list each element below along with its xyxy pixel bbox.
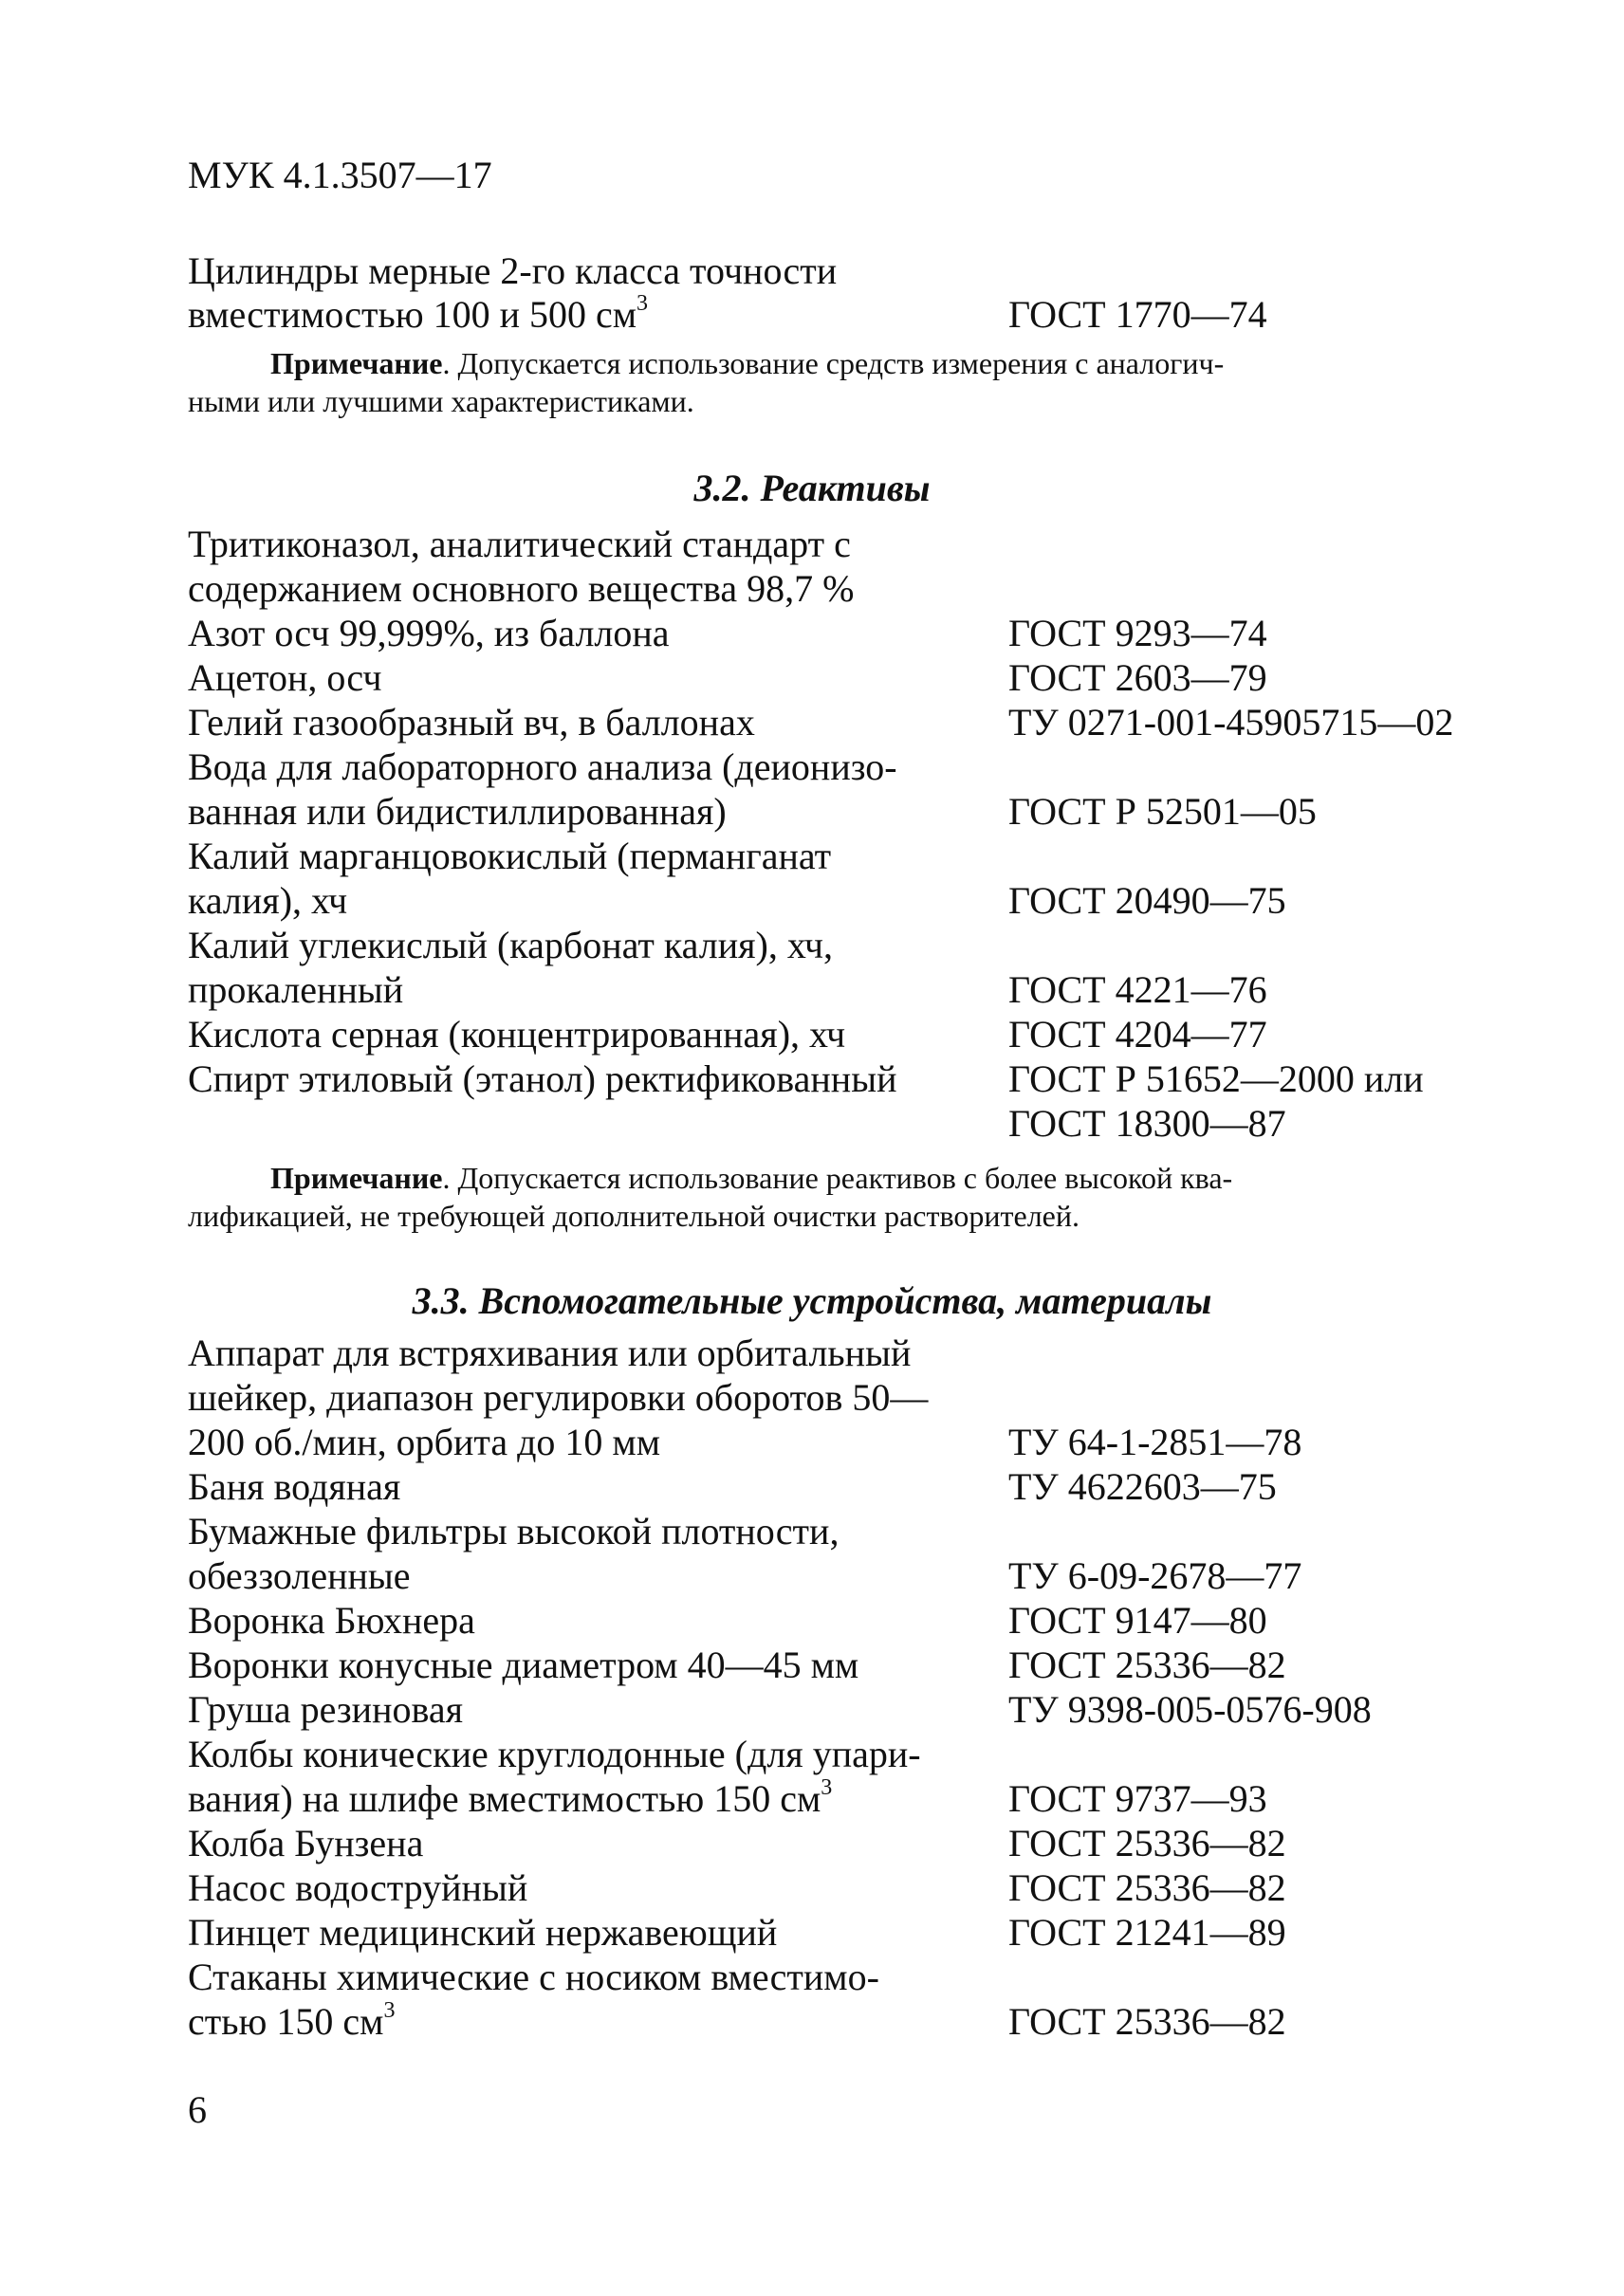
list-item: калия), хч ГОСТ 20490—75: [188, 879, 1286, 922]
list-item: Азот осч 99,999%, из баллона ГОСТ 9293—74: [188, 612, 1267, 654]
item-text: вместимостью 100 и 500 $см^3$: [188, 290, 649, 336]
list-item: Спирт этиловый (этанол) ректификованный ГОСТ Р 51652—2000 или: [188, 1057, 1424, 1100]
list-item: [188, 248, 1516, 293]
list-item: прокаленный ГОСТ 4221—76: [188, 968, 1267, 1011]
item-standard: ТУ 0271-001-45905715—02: [1008, 701, 1454, 744]
superscript: 3: [383, 1997, 396, 2023]
list-item: Стаканы химические с носиком вместимо-: [188, 1956, 879, 1998]
list-item: содержанием основного вещества 98,7 %: [188, 567, 855, 610]
item-standard: ГОСТ 18300—87: [1008, 1102, 1286, 1145]
superscript: 3: [637, 290, 649, 316]
item-standard: ГОСТ Р 52501—05: [1008, 790, 1317, 833]
list-item: Калий углекислый (карбонат калия), хч,: [188, 924, 833, 966]
list-item: Аппарат для встряхивания или орбитальный: [188, 1332, 912, 1374]
item-standard: ГОСТ 25336—82: [1008, 1822, 1286, 1864]
list-item: Пинцет медицинский нержавеющий ГОСТ 21241—89: [188, 1911, 1286, 1954]
item-standard: ГОСТ 4221—76: [1008, 968, 1267, 1011]
list-item: обеззоленные ТУ 6-09-2678—77: [188, 1554, 1302, 1597]
item-standard: ГОСТ 9737—93: [1008, 1777, 1267, 1820]
note: Примечание. Допускается использование реактивов с более высокой ква- лификацией, не требующей дополнительной очистки растворителей.: [188, 1161, 1233, 1233]
list-item: Тритиконазол, аналитический стандарт с: [188, 523, 851, 565]
list-item: [188, 1101, 1516, 1146]
item-standard: ТУ 4622603—75: [1008, 1465, 1277, 1508]
list-item: Воронка Бюхнера ГОСТ 9147—80: [188, 1599, 1267, 1642]
item-standard: ГОСТ 9147—80: [1008, 1599, 1267, 1642]
item-standard: ГОСТ 1770—74: [1008, 293, 1267, 336]
item-standard: ГОСТ 4204—77: [1008, 1013, 1267, 1056]
item-standard: ГОСТ 25336—82: [1008, 1644, 1286, 1686]
list-item: Груша резиновая ТУ 9398-005-0576-908: [188, 1688, 1372, 1731]
list-item: Бумажные фильтры высокой плотности,: [188, 1510, 840, 1552]
list-item: ванная или бидистиллированная) ГОСТ Р 52501—05: [188, 790, 1317, 833]
item-standard: ГОСТ 2603—79: [1008, 656, 1267, 699]
section-heading: 3.3. Вспомогательные устройства, материалы: [412, 1279, 1212, 1322]
list-item: Насос водоструйный ГОСТ 25336—82: [188, 1866, 1286, 1909]
list-item: [188, 292, 1516, 337]
list-item: Воронки конусные диаметром 40—45 мм ГОСТ 25336—82: [188, 1644, 1286, 1686]
item-text: Цилиндры мерные 2-го класса точности: [188, 249, 838, 292]
item-standard: ГОСТ 9293—74: [1008, 612, 1267, 654]
list-item: вания) на шлифе вместимостью 150 $см^3$ ГОСТ 9737—93: [188, 1774, 1267, 1820]
list-item: Колбы конические круглодонные (для упари-: [188, 1733, 921, 1775]
item-standard: ГОСТ 25336—82: [1008, 2000, 1286, 2043]
note-label: Примечание: [270, 346, 443, 380]
list-item: Ацетон, осч ГОСТ 2603—79: [188, 656, 1267, 699]
superscript: 3: [821, 1774, 833, 1800]
item-standard: ТУ 9398-005-0576-908: [1008, 1688, 1372, 1731]
item-standard: ТУ 6-09-2678—77: [1008, 1554, 1302, 1597]
note: Примечание. Допускается использование средств измерения с аналогич- ными или лучшими характеристиками.: [188, 346, 1225, 418]
item-standard: ГОСТ 20490—75: [1008, 879, 1286, 922]
note-label: Примечание: [270, 1161, 443, 1195]
document-code: МУК 4.1.3507—17: [188, 154, 492, 196]
list-item: Гелий газообразный вч, в баллонах ТУ 0271-001-45905715—02: [188, 701, 1454, 744]
section-heading: 3.2. Реактивы: [693, 467, 931, 509]
item-standard: ГОСТ 21241—89: [1008, 1911, 1286, 1954]
list-item: шейкер, диапазон регулировки оборотов 50—: [188, 1376, 929, 1419]
list-item: Колба Бунзена ГОСТ 25336—82: [188, 1822, 1286, 1864]
item-standard: ГОСТ 25336—82: [1008, 1866, 1286, 1909]
list-item: Калий марганцовокислый (перманганат: [188, 835, 832, 877]
list-item: Кислота серная (концентрированная), хч ГОСТ 4204—77: [188, 1013, 1267, 1056]
list-item: Вода для лабораторного анализа (деионизо-: [188, 745, 897, 788]
list-item: стью 150 $см^3$ ГОСТ 25336—82: [188, 1997, 1286, 2043]
item-standard: ГОСТ Р 51652—2000 или: [1008, 1057, 1424, 1100]
list-item: Баня водяная ТУ 4622603—75: [188, 1465, 1277, 1508]
item-standard: ТУ 64-1-2851—78: [1008, 1421, 1302, 1463]
list-item: 200 об./мин, орбита до 10 мм ТУ 64-1-2851—78: [188, 1421, 1302, 1463]
page-number: 6: [188, 2088, 207, 2131]
